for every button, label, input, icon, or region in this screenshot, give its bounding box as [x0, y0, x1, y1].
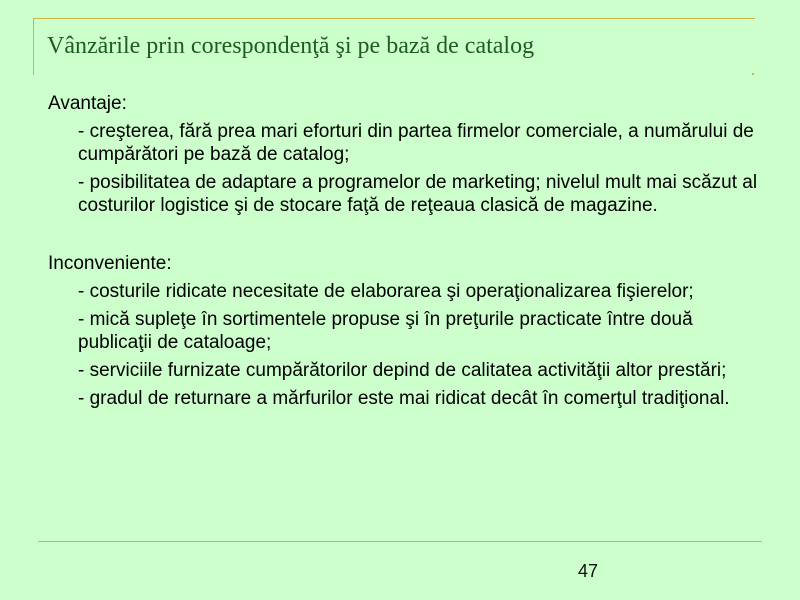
disadvantage-item: - costurile ridicate necesitate de elaborarea şi operaţionalizarea fişierelor;: [78, 281, 694, 302]
disadvantage-item: - gradul de returnare a mărfurilor este mai ridicat decât în comerţul tradiţional.: [78, 388, 730, 409]
advantage-item: - posibilitatea de adaptare a programelor de marketing; nivelul mult mai scăzut al costurilor logistice şi de stocare faţă de reţeaua clasică de magazine.: [78, 172, 758, 216]
page-number: 47: [578, 561, 599, 581]
advantages-heading: Avantaje:: [48, 93, 127, 114]
title-frame-corner-mark: [752, 73, 754, 75]
title-frame-top-border: [33, 18, 755, 19]
title-frame-left-border: [33, 18, 34, 75]
disadvantages-heading: Inconveniente:: [48, 253, 172, 274]
disadvantage-item: - mică supleţe în sortimentele propuse şi în preţurile practicate între două publicaţii de cataloage;: [78, 309, 693, 353]
footer-divider: [38, 541, 762, 542]
slide-title: Vânzările prin corespondenţă şi pe bază de catalog: [47, 33, 535, 59]
disadvantage-item: - serviciile furnizate cumpărătorilor depind de calitatea activităţii altor prestări;: [78, 360, 727, 381]
slide-content: [48, 92, 763, 410]
advantage-item: - creşterea, fără prea mari eforturi din partea firmelor comerciale, a numărului de cumpărători pe bază de catalog;: [78, 121, 754, 165]
